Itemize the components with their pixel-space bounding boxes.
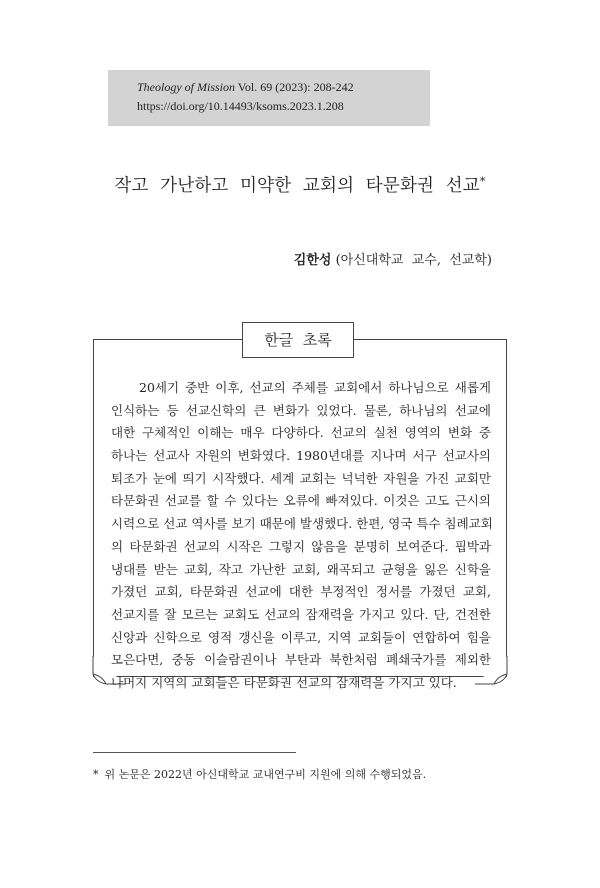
abstract-line: 선교지를 잘 모르는 교회도 선교의 잠재력을 가지고 있다. 단, 건전한 [111, 606, 491, 622]
abstract-body [111, 377, 491, 695]
journal-info-box [108, 70, 430, 126]
abstract-line: 대한 구체적인 이해는 매우 다양하다. 선교의 실천 영역의 변화 중 [111, 425, 491, 441]
abstract-line: 20세기 중반 이후, 선교의 주체를 교회에서 하나님으로 새롭게 [139, 380, 491, 395]
footnote [93, 766, 426, 782]
abstract-line: 타문화권 선교를 할 수 있다는 오류에 빠져있다. 이것은 고도 근시의 [111, 493, 491, 509]
abstract-line: 시력으로 선교 역사를 보기 때문에 발생했다. 한편, 영국 특수 침례교회 [111, 516, 493, 532]
abstract-line: 퇴조가 눈에 띄기 시작했다. 세계 교회는 넉넉한 자원을 가진 교회만 [111, 470, 491, 486]
title-footnote-mark: * [479, 175, 486, 188]
author-name: 김한성 [293, 253, 332, 268]
journal-name: Theology of Mission [137, 80, 235, 94]
paper-title [0, 172, 600, 197]
author-line [294, 249, 492, 268]
abstract-line: 인식하는 등 선교신학의 큰 변화가 있었다. 물론, 하나님의 선교에 [111, 402, 491, 418]
journal-volume: Vol. 69 (2023): 208-242 [237, 80, 354, 94]
abstract-heading: 한글 초록 [242, 322, 354, 358]
abstract-line: 하나는 선교사 자원의 변화였다. 1980년대를 지나며 서구 선교사의 [111, 448, 491, 464]
abstract-line: 가졌던 교회, 타문화권 선교에 대한 부정적인 정서를 가졌던 교회, [111, 584, 491, 600]
footnote-text: 위 논문은 2022년 아신대학교 교내연구비 지원에 의해 수행되었음. [104, 768, 427, 781]
author-affiliation: (아신대학교 교수, 선교학) [335, 253, 492, 268]
abstract-line: 나머지 지역의 교회들은 타문화권 선교의 잠재력을 가지고 있다. [111, 674, 457, 690]
abstract-line: 신앙과 신학으로 영적 갱신을 이루고, 지역 교회들이 연합하여 힘을 [111, 629, 491, 645]
abstract-line: 의 타문화권 선교의 시작은 그렇지 않음을 분명히 보여준다. 핍박과 [111, 538, 491, 554]
journal-citation [137, 78, 430, 97]
footnote-divider [93, 752, 296, 753]
paper-title-text: 작고 가난하고 미약한 교회의 타문화권 선교 [114, 176, 480, 196]
footnote-mark: * [93, 768, 99, 781]
abstract-line: 냉대를 받는 교회, 작고 가난한 교회, 왜곡되고 균형을 잃은 신학을 [111, 561, 491, 577]
journal-doi: https://doi.org/10.14493/ksoms.2023.1.208 [137, 99, 344, 113]
abstract-line: 모은다면, 중동 이슬람권이나 부탄과 북한처럼 폐쇄국가를 제외한 [111, 652, 491, 668]
